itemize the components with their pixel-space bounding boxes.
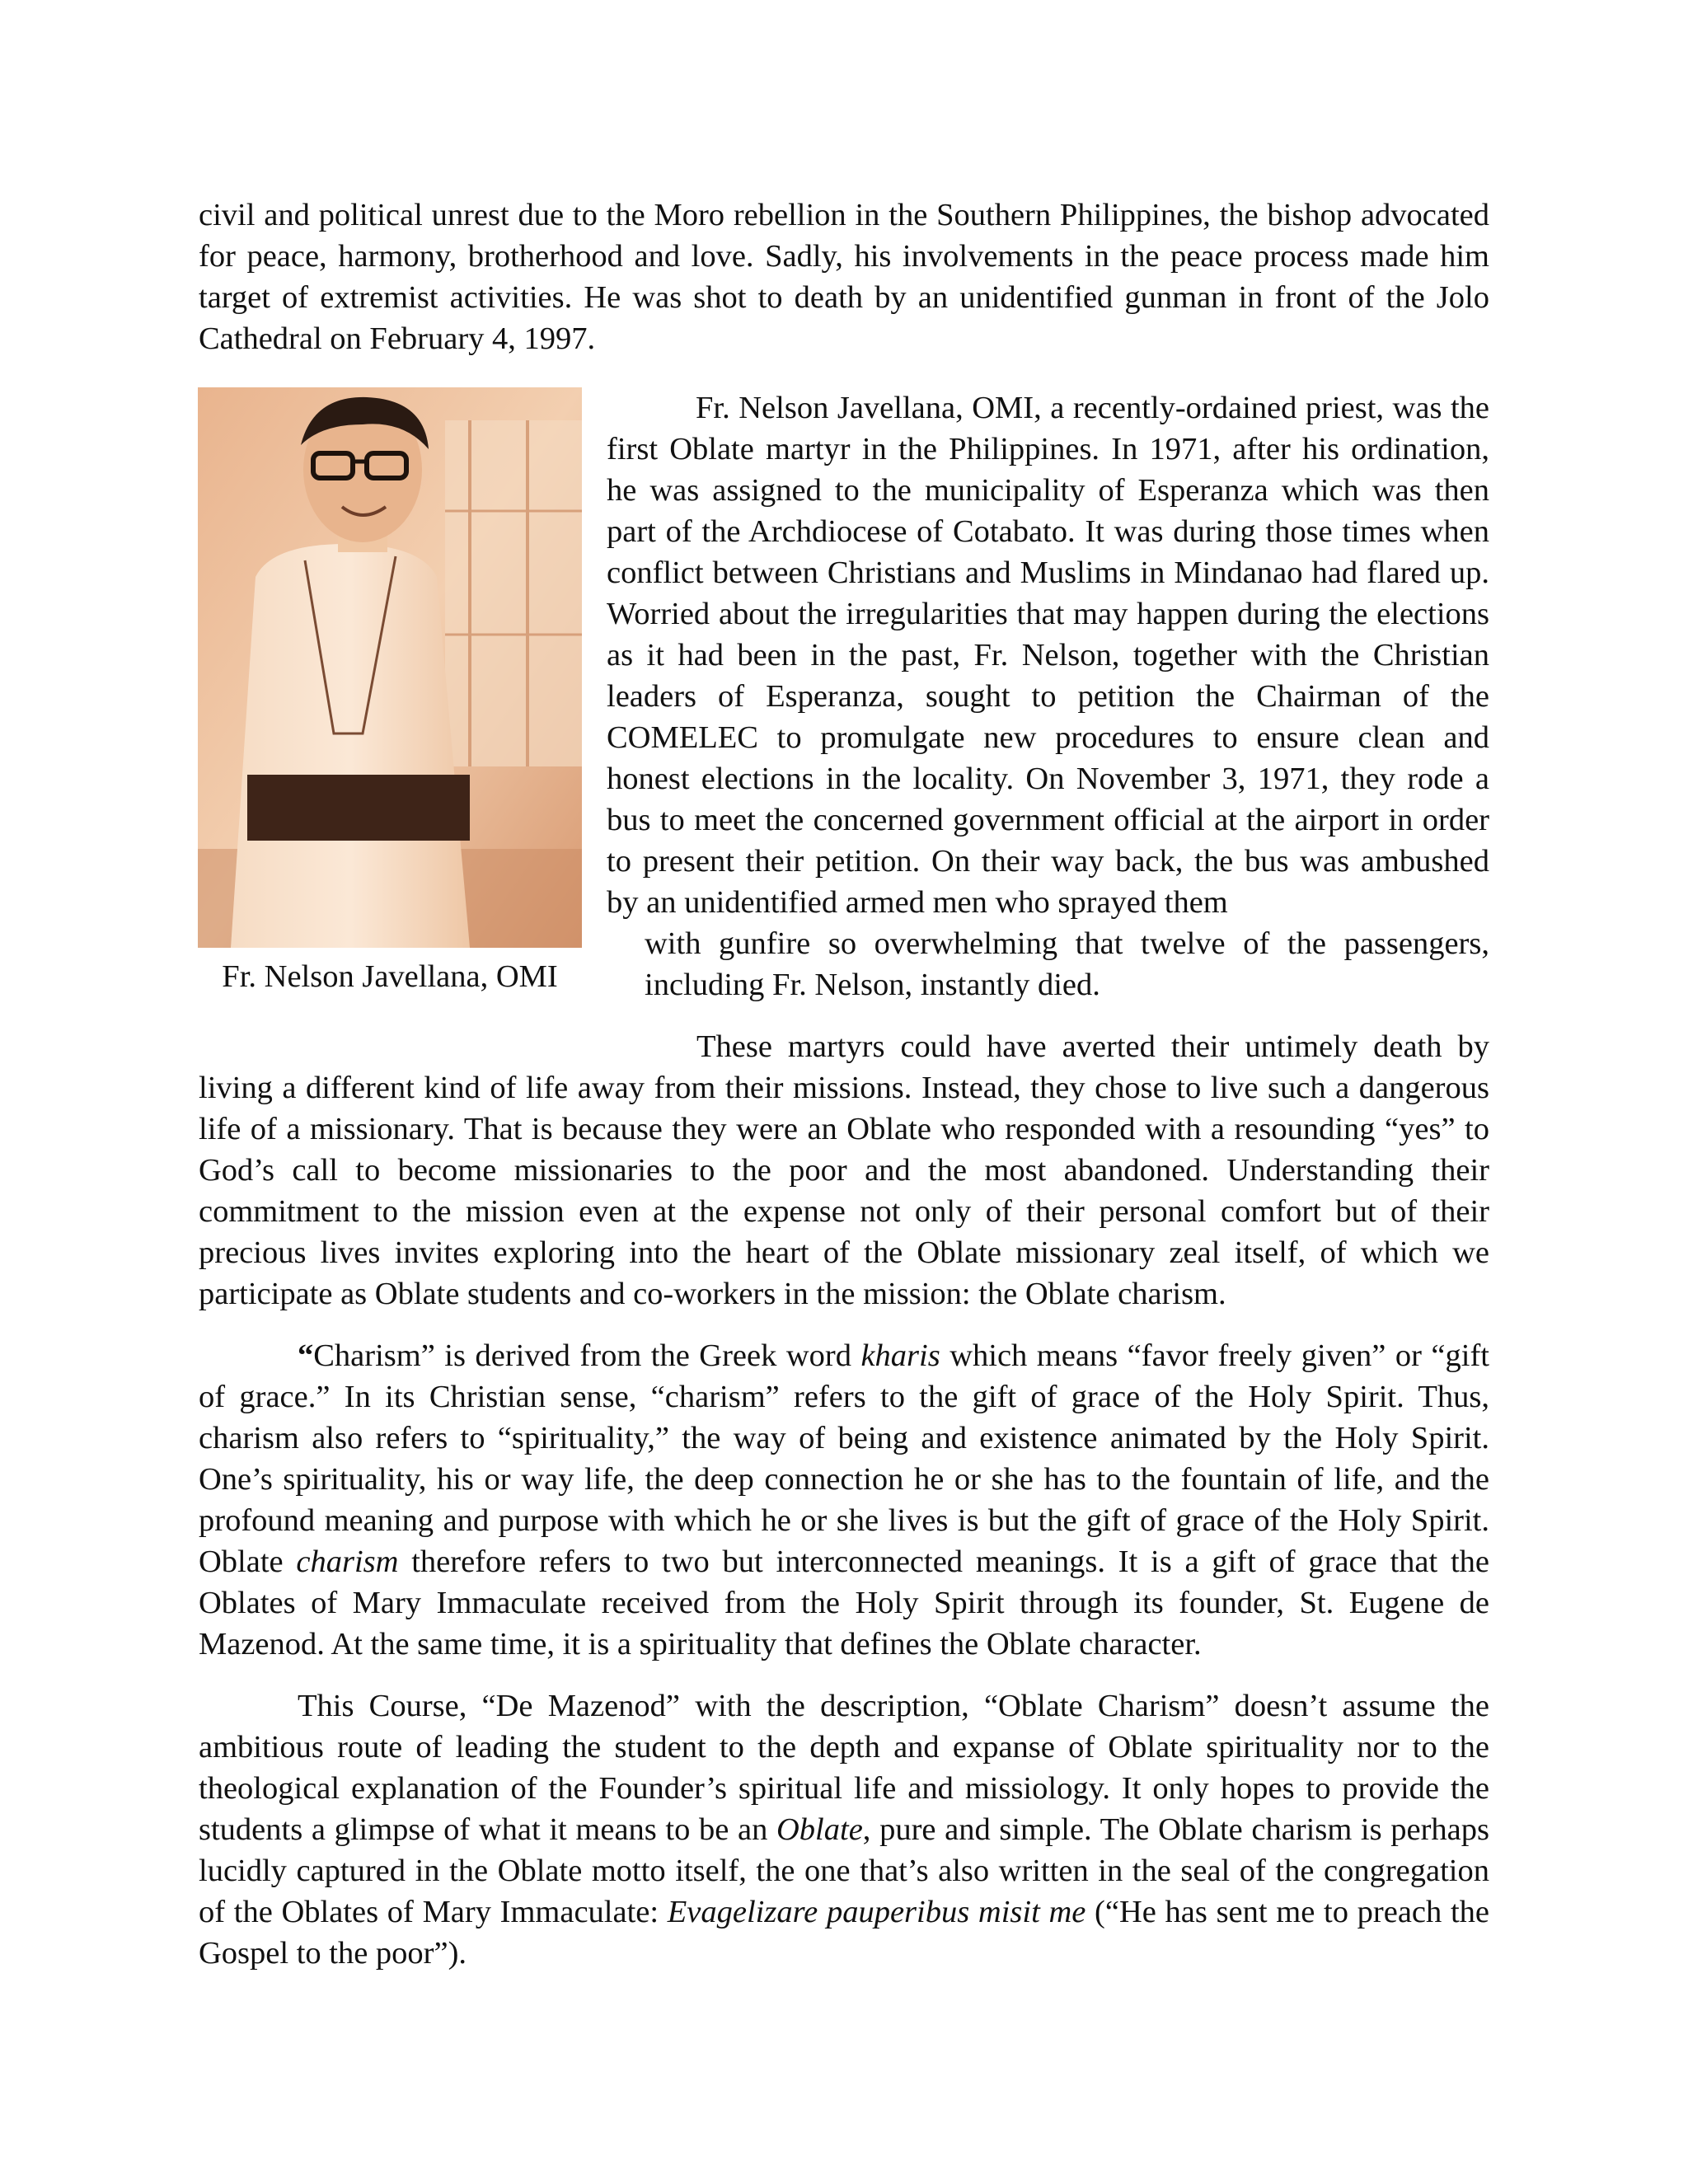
charism-italic-charism: charism <box>296 1544 399 1579</box>
course-italic-oblate: Oblate <box>776 1812 863 1847</box>
charism-text-2: which means “favor freely given” or “gift of grace.” In its Christian sense, “charism” refers to the gift of grace of the Holy Spirit. Thus, charism also refers to “spirituality,” the way of being and existence animated by the Holy Spirit. One’s spirituality, his or way life, the deep connection he or she has to the fountain of life, and the profound meaning and purpose with which he or she lives is but the gift of grace of the Holy Spirit. Oblate <box>199 1338 1489 1579</box>
charism-text-3: therefore refers to two but interconnected meanings. It is a gift of grace that the Oblates of Mary Immaculate received from the Holy Spirit through its founder, St. Eugene de Mazenod. At the same time, it is a spirituality that defines the Oblate character. <box>199 1544 1490 1661</box>
martyrs-paragraph-block <box>199 1026 1489 1315</box>
course-paragraph-block <box>199 1685 1489 1974</box>
photo-caption: Fr. Nelson Javellana, OMI <box>222 959 558 994</box>
javellana-paragraph-tail-block <box>645 923 1489 1005</box>
martyrs-paragraph: These martyrs could have averted their untimely death by living a different kind of life away from their missions. Instead, they chose to live such a dangerous life of a missionary. That is because they were an Oblate who responded with a resounding “yes” to God’s call to become missionaries to the poor and the most abandoned. Understanding their commitment to the mission even at the expense not only of their personal comfort but of their precious lives invites exploring into the heart of the Oblate missionary zeal itself, of which we participate as Oblate students and co-workers in the mission: the Oblate charism. <box>199 1029 1489 1311</box>
course-italic-motto: Evagelizare pauperibus misit me <box>667 1895 1086 1929</box>
charism-text-1: Charism” is derived from the Greek word <box>313 1338 861 1373</box>
intro-paragraph-block <box>199 194 1489 359</box>
portrait-photo <box>198 387 582 948</box>
course-text-1: This Course, “De Mazenod” with the description, “Oblate Charism” doesn’t assume the ambitious route of leading the student to the depth and expanse of Oblate spirituality nor to the theological explanation of the Founder’s spiritual life and missiology. It only hopes to provide the students a glimpse of what it means to be an <box>199 1689 1489 1847</box>
course-paragraph <box>199 1685 1489 1974</box>
charism-italic-kharis: kharis <box>860 1338 940 1373</box>
intro-paragraph: civil and political unrest due to the Moro rebellion in the Southern Philippines, the bishop advocated for peace, harmony, brotherhood and love. Sadly, his involvements in the peace process made him target of extremist activities. He was shot to death by an unidentified gunman in front of the Jolo Cathedral on February 4, 1997. <box>199 198 1489 356</box>
open-quote: “ <box>298 1338 314 1373</box>
course-text-3: (“He has sent me to preach the Gospel to the poor”). <box>199 1895 1489 1971</box>
javellana-paragraph-tail: with gunfire so overwhelming that twelve of the passengers, including Fr. Nelson, instantly died. <box>645 926 1489 1002</box>
javellana-paragraph-block <box>607 387 1489 923</box>
charism-paragraph <box>199 1335 1489 1665</box>
javellana-paragraph: Fr. Nelson Javellana, OMI, a recently-ordained priest, was the first Oblate martyr in the Philippines. In 1971, after his ordination, he was assigned to the municipality of Esperanza which was then part of the Archdiocese of Cotabato. It was during those times when conflict between Christians and Muslims in Mindanao had flared up. Worried about the irregularities that may happen during the elections as it had been in the past, Fr. Nelson, together with the Christian leaders of Esperanza, sought to petition the Chairman of the COMELEC to promulgate new procedures to ensure clean and honest elections in the locality. On November 3, 1971, they rode a bus to meet the concerned government official at the airport in order to present their petition. On their way back, the bus was ambushed by an unidentified armed men who sprayed them <box>607 391 1489 920</box>
charism-paragraph-block <box>199 1335 1489 1665</box>
course-text-2: , pure and simple. The Oblate charism is perhaps lucidly captured in the Oblate motto itself, the one that’s also written in the seal of the congregation of the Oblates of Mary Immaculate: <box>199 1812 1489 1929</box>
